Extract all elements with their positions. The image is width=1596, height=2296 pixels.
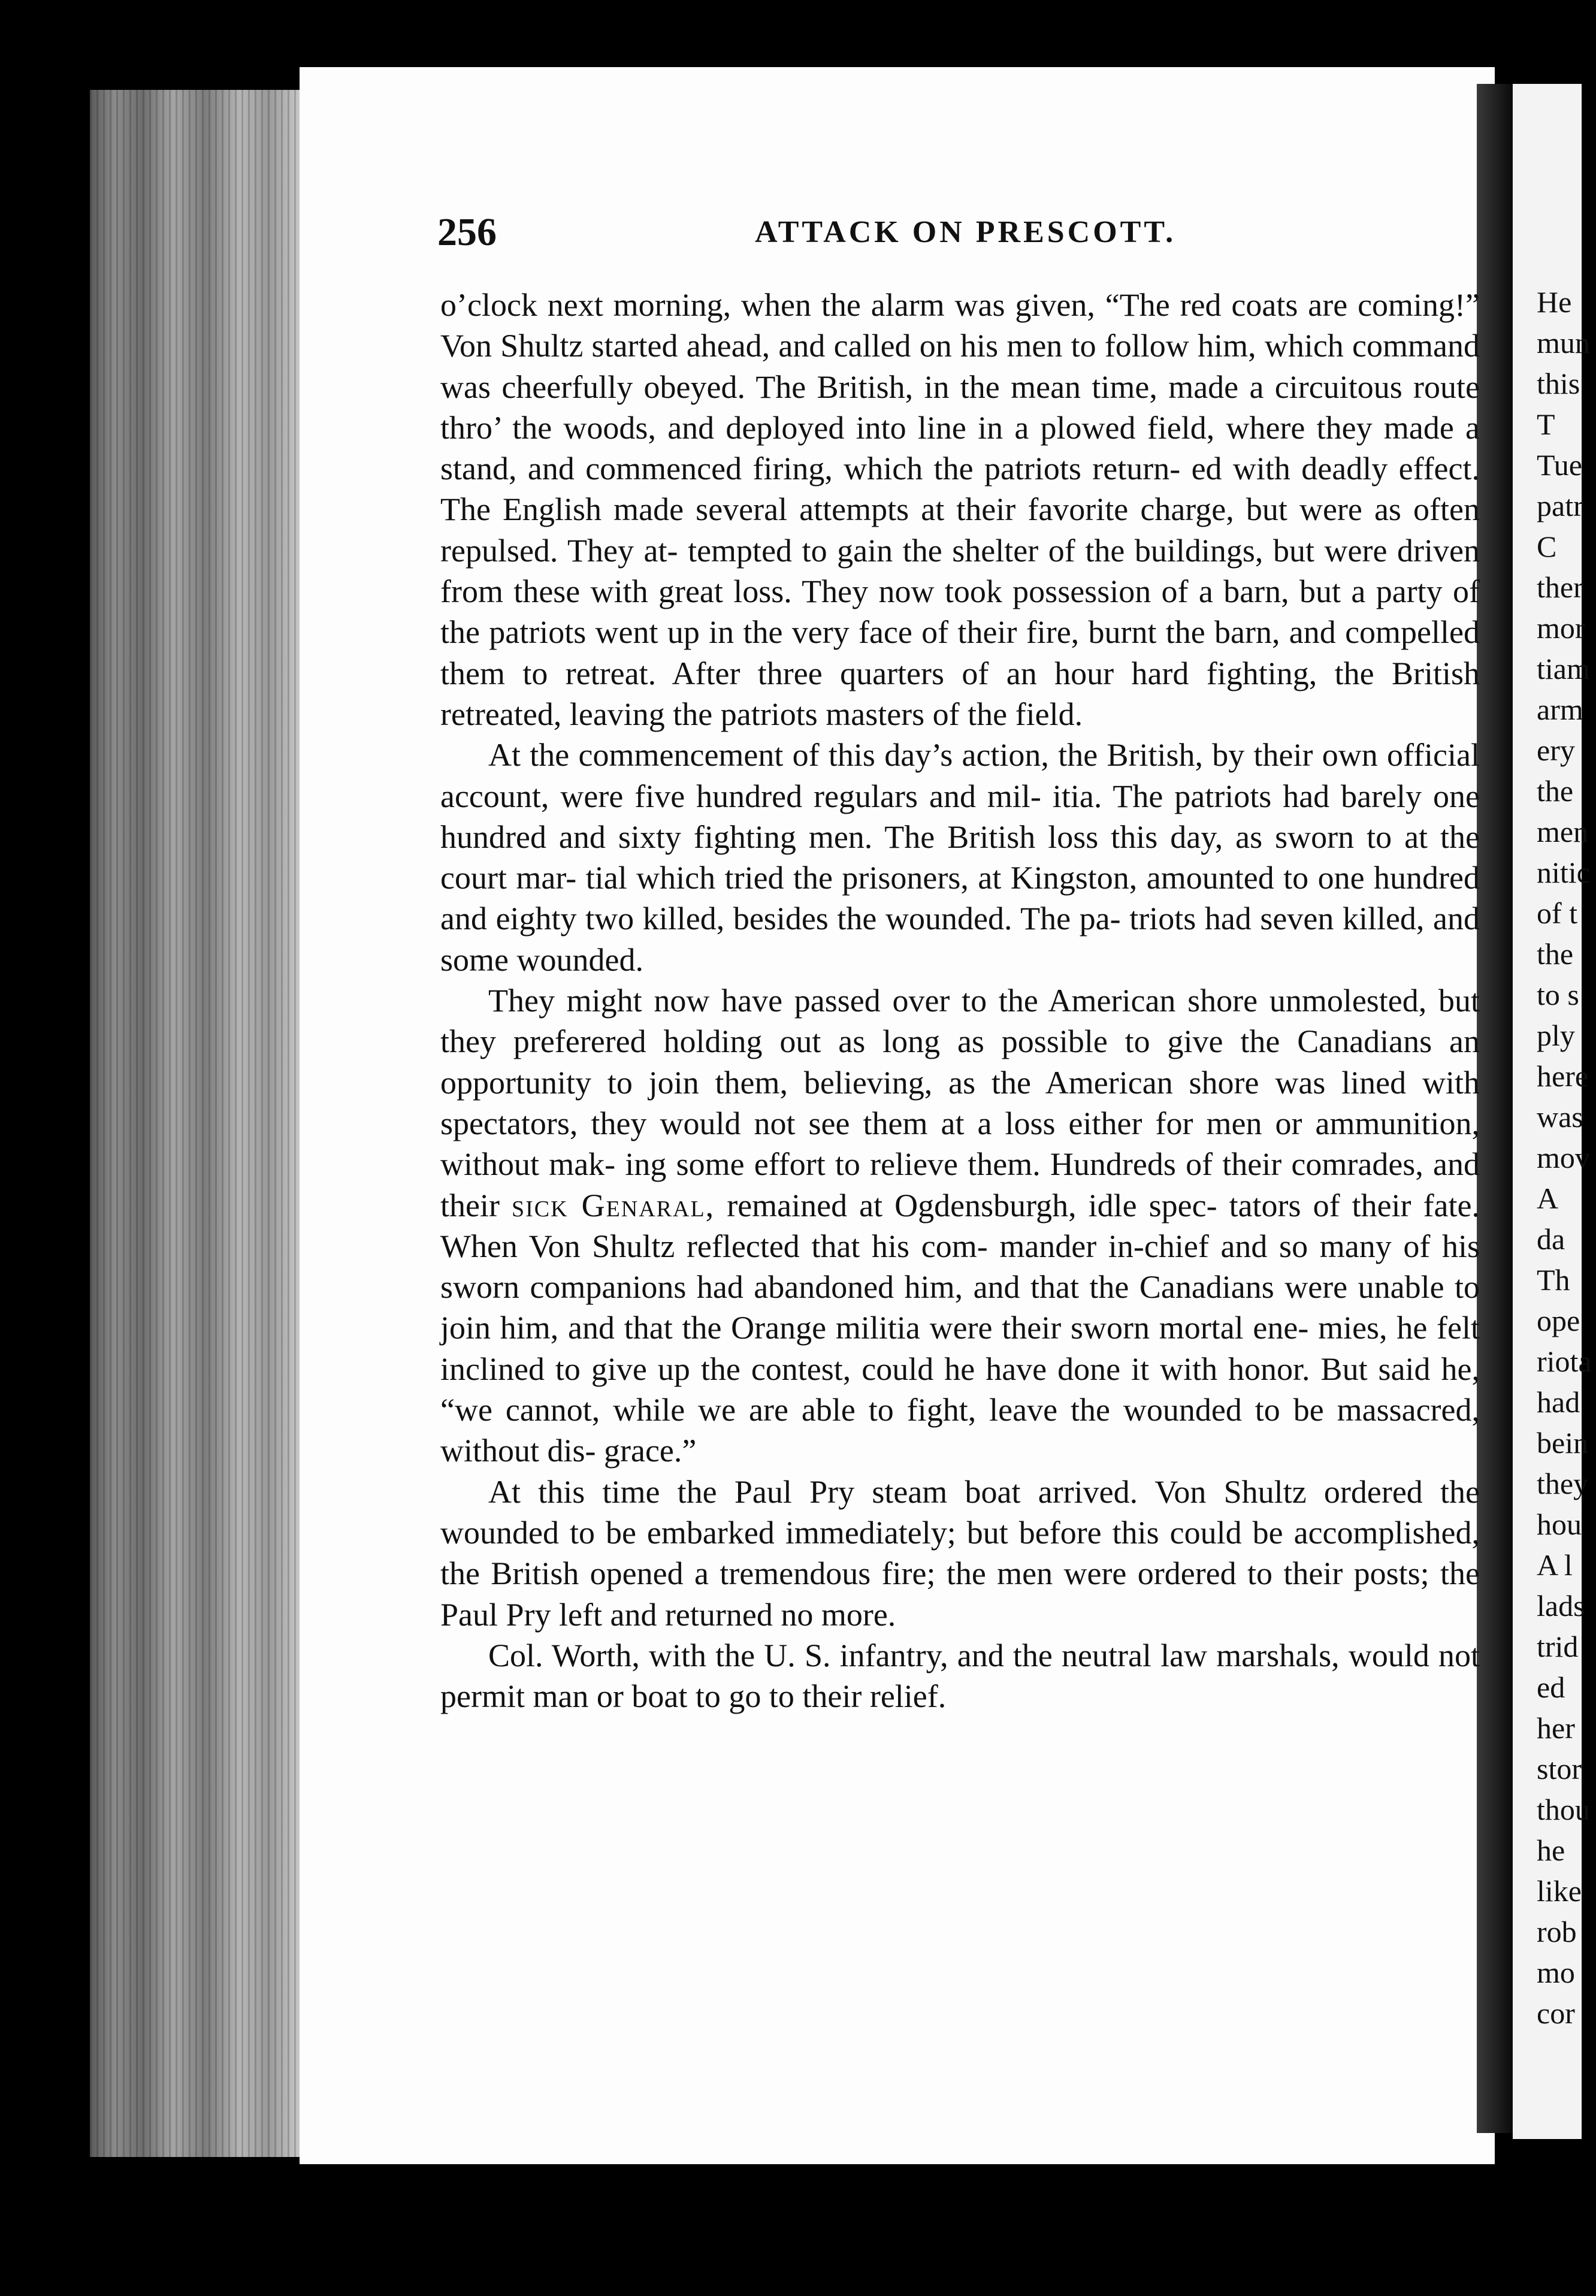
facing-page-line: ope — [1537, 1304, 1580, 1337]
facing-page-line: trid — [1537, 1630, 1579, 1663]
facing-page-line: to s — [1537, 978, 1579, 1011]
facing-page-line: the — [1537, 774, 1574, 808]
paragraph-4: At this time the Paul Pry steam boat arrived. Von Shultz ordered the wounded to be embarked immediately; but before this could be accomplished, the British opened a tremendous fire; the men were ordered to their posts; the Paul Pry left and returned no more. — [440, 1473, 1480, 1633]
paragraph-3-text-after: remained at Ogdensburgh, idle spec- tators of their fate. When Von Shultz reflected that his com- mander in-chief and so many of his sworn companions had abandoned him, and that the Canadians were unable to join him, and that the Orange militia were their sworn mortal ene- mies, he felt inclined to give up the contest, could he have done it with honor. But said he, “we cannot, while we are able to fight, leave the wounded to be massacred, without dis- grace.” — [440, 1187, 1480, 1469]
facing-page-line: A l — [1537, 1548, 1573, 1582]
paragraph-3 — [440, 980, 1480, 1472]
facing-page-line: mor — [1537, 611, 1585, 645]
page-edge-stripes — [90, 90, 300, 2157]
facing-page-line: this — [1537, 367, 1580, 400]
paragraph-2: At the commencement of this day’s action, the British, by their own official account, were five hundred regulars and mil- itia. The patriots had barely one hundred and sixty fighting men. The British loss this day, as sworn to at the court mar- tial which tried the prisoners, at Kingston, amounted to one hundred and eighty two killed, besides the wounded. The pa- triots had seven killed, and some wounded. — [440, 737, 1480, 978]
facing-page-line: Th — [1537, 1263, 1570, 1297]
facing-page-line: mo — [1537, 1956, 1575, 1989]
book-page-edges — [90, 90, 300, 2157]
facing-page-line: they — [1537, 1467, 1589, 1500]
facing-page-line: like — [1537, 1874, 1582, 1908]
facing-page-text — [1537, 282, 1592, 2034]
facing-page-line: thou — [1537, 1793, 1590, 1826]
facing-page-line: Tue — [1537, 448, 1582, 482]
facing-page-line: tiam — [1537, 652, 1590, 685]
facing-page-line: bein — [1537, 1426, 1589, 1460]
facing-page-line: he — [1537, 1833, 1565, 1867]
facing-page-line: A — [1537, 1182, 1559, 1215]
facing-page-line: rob — [1537, 1915, 1577, 1948]
small-caps-phrase: sick Genaral, — [511, 1187, 715, 1223]
facing-page-line: ther — [1537, 570, 1583, 604]
facing-page-line: ply — [1537, 1019, 1575, 1052]
paragraph-1: o’clock next morning, when the alarm was given, “The red coats are coming!” Von Shultz started ahead, and called on his men to follow him, which command was cheerfully obeyed. The British, in the mean time, made a circuitous route thro’ the woods, and deployed into line in a plowed field, where they made a stand, and commenced firing, which the patriots return- ed with deadly effect. The English made several attempts at their favorite charge, but were as often repulsed. They at- tempted to gain the shelter of the buildings, but were driven from these with great loss. They now took possession of a barn, but a party of the patriots went up in the very face of their fire, burnt the barn, and compelled them to retreat. After three quarters of an hour hard fighting, the British retreated, leaving the patriots masters of the field. — [440, 287, 1480, 732]
facing-page-line: patr — [1537, 489, 1583, 522]
facing-page-line: hou — [1537, 1507, 1582, 1541]
facing-page-line: mov — [1537, 1141, 1590, 1174]
running-title: ATTACK ON PRESCOTT. — [755, 215, 1177, 249]
page-body — [440, 285, 1480, 1717]
facing-page-line: arm — [1537, 693, 1583, 726]
facing-page-line: lads — [1537, 1589, 1585, 1623]
paragraph-3-text-before: They might now have passed over to the American shore unmolested, but they preferered holding out as long as possible to give the Canadians an opportunity to join them, believing, as the American shore was lined with spectators, they would not see them at a loss either for men or ammunition, without mak- ing some effort to relieve them. Hundreds of their comrades, and their — [440, 983, 1480, 1223]
facing-page-line: here — [1537, 1059, 1589, 1093]
page-header — [437, 210, 1486, 258]
facing-page-line: T — [1537, 407, 1555, 441]
facing-page-line: stor — [1537, 1752, 1582, 1786]
facing-page-line: her — [1537, 1711, 1575, 1745]
facing-page-line: nitic — [1537, 856, 1590, 889]
facing-page-line: was — [1537, 1100, 1583, 1134]
facing-page-line: mun — [1537, 326, 1590, 359]
facing-page-line: men — [1537, 815, 1589, 848]
gutter-shadow — [1477, 84, 1513, 2133]
facing-page-line: of t — [1537, 896, 1578, 930]
facing-page-line: had — [1537, 1385, 1580, 1419]
facing-page-line: da — [1537, 1222, 1565, 1256]
facing-page-line: ed — [1537, 1670, 1565, 1704]
facing-page-line: cor — [1537, 1996, 1575, 2030]
facing-page-line: riota — [1537, 1345, 1592, 1378]
paragraph-5: Col. Worth, with the U. S. infantry, and the neutral law marshals, would not permit man or boat to go to their relief. — [440, 1637, 1480, 1715]
facing-page-line: He — [1537, 285, 1572, 319]
facing-page-line: C — [1537, 530, 1557, 563]
facing-page-line: ery — [1537, 733, 1575, 767]
facing-page-line: the — [1537, 937, 1574, 971]
page-number: 256 — [437, 210, 497, 254]
facing-page-fragment — [1513, 84, 1592, 2139]
